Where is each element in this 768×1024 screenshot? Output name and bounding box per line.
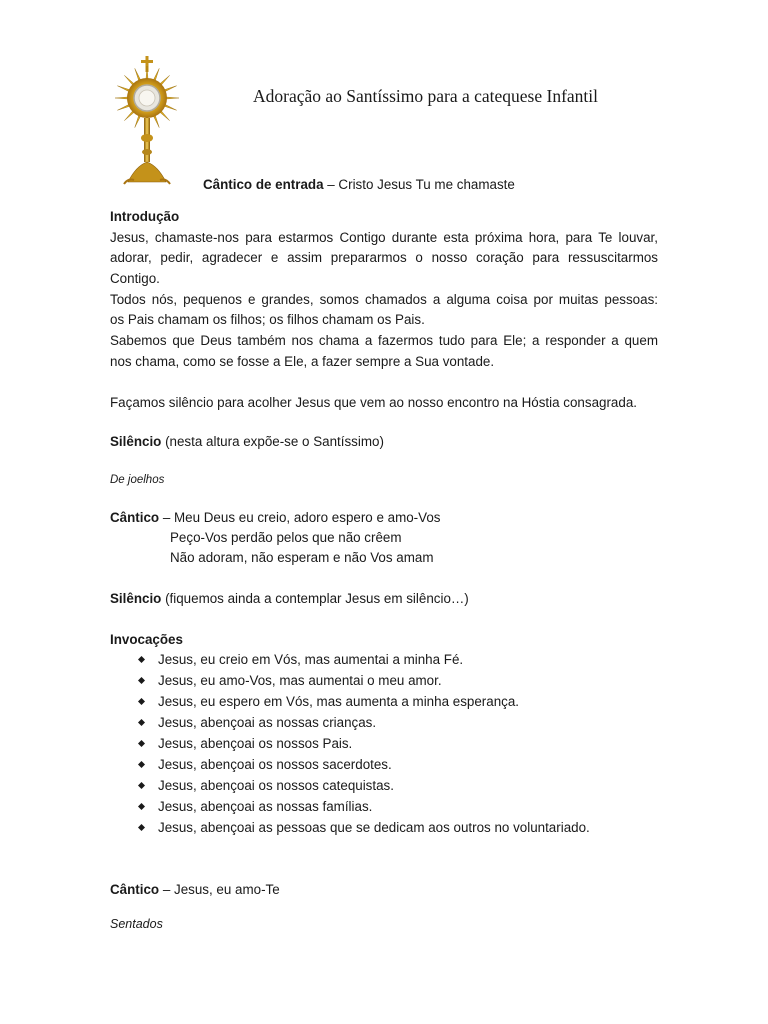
invocations-list [110, 650, 590, 839]
song3-label: Cântico [110, 882, 160, 897]
list-item: Jesus, abençoai as pessoas que se dedicam aos outros no voluntariado. [110, 818, 590, 839]
kneeling-instruction: De joelhos [110, 474, 165, 486]
diamond-bullet-icon [138, 719, 145, 726]
entry-song-text: – Cristo Jesus Tu me chamaste [323, 177, 515, 192]
intro-p3-line1: Sabemos que Deus também nos chama a fazermos tudo para Ele; a responder a quem [110, 333, 658, 348]
song2-line2: Peço-Vos perdão pelos que não crêem [170, 530, 402, 545]
page-title: Adoração ao Santíssimo para a catequese Infantil [253, 86, 599, 106]
silence1-text: (nesta altura expõe-se o Santíssimo) [161, 434, 384, 449]
silence2-label: Silêncio [110, 591, 162, 606]
list-item: Jesus, abençoai os nossos Pais. [110, 734, 590, 755]
monstrance-icon [106, 52, 188, 188]
silence1-line [110, 432, 384, 453]
list-item: Jesus, eu creio em Vós, mas aumentai a minha Fé. [110, 650, 590, 671]
intro-p2-line1: Todos nós, pequenos e grandes, somos chamados a alguma coisa por muitas pessoas: [110, 292, 658, 307]
silence2-line [110, 589, 469, 610]
diamond-bullet-icon [138, 677, 145, 684]
list-item: Jesus, abençoai as nossas crianças. [110, 713, 590, 734]
silence2-text: (fiquemos ainda a contemplar Jesus em silêncio…) [161, 591, 469, 606]
diamond-bullet-icon [138, 782, 145, 789]
invocations-heading: Invocações [110, 632, 183, 647]
list-item: Jesus, abençoai os nossos sacerdotes. [110, 755, 590, 776]
entry-song-label: Cântico de entrada [203, 177, 324, 192]
song3-line [110, 880, 280, 901]
intro-p1-line1: Jesus, chamaste-nos para estarmos Contigo durante esta próxima hora, para Te louvar, [110, 230, 658, 245]
list-item: Jesus, eu amo-Vos, mas aumentai o meu amor. [110, 671, 590, 692]
song3-text: – Jesus, eu amo-Te [159, 882, 280, 897]
entry-song-line [203, 175, 515, 196]
list-item: Jesus, abençoai os nossos catequistas. [110, 776, 590, 797]
diamond-bullet-icon [138, 824, 145, 831]
list-item: Jesus, abençoai as nossas famílias. [110, 797, 590, 818]
song2-line1: Cântico – Meu Deus eu creio, adoro espero e amo-Vos [110, 510, 441, 525]
silence1-label: Silêncio [110, 434, 162, 449]
intro-p3-line2: nos chama, como se fosse a Ele, a fazer sempre a Sua vontade. [110, 354, 495, 369]
diamond-bullet-icon [138, 803, 145, 810]
diamond-bullet-icon [138, 656, 145, 663]
silence-invite: Façamos silêncio para acolher Jesus que vem ao nosso encontro na Hóstia consagrada. [110, 395, 637, 410]
song2-line3: Não adoram, não esperam e não Vos amam [170, 550, 434, 565]
intro-p2-line2: os Pais chamam os filhos; os filhos chamam os Pais. [110, 312, 425, 327]
intro-p1-line2: adorar, pedir, agradecer e assim prepararmos o nosso coração para ressuscitarmos [110, 250, 658, 265]
diamond-bullet-icon [138, 740, 145, 747]
intro-heading: Introdução [110, 209, 180, 224]
song2-label: Cântico [110, 510, 160, 525]
diamond-bullet-icon [138, 761, 145, 768]
list-item: Jesus, eu espero em Vós, mas aumenta a minha esperança. [110, 692, 590, 713]
sitting-instruction: Sentados [110, 917, 163, 931]
diamond-bullet-icon [138, 698, 145, 705]
intro-p1-line3: Contigo. [110, 271, 160, 286]
